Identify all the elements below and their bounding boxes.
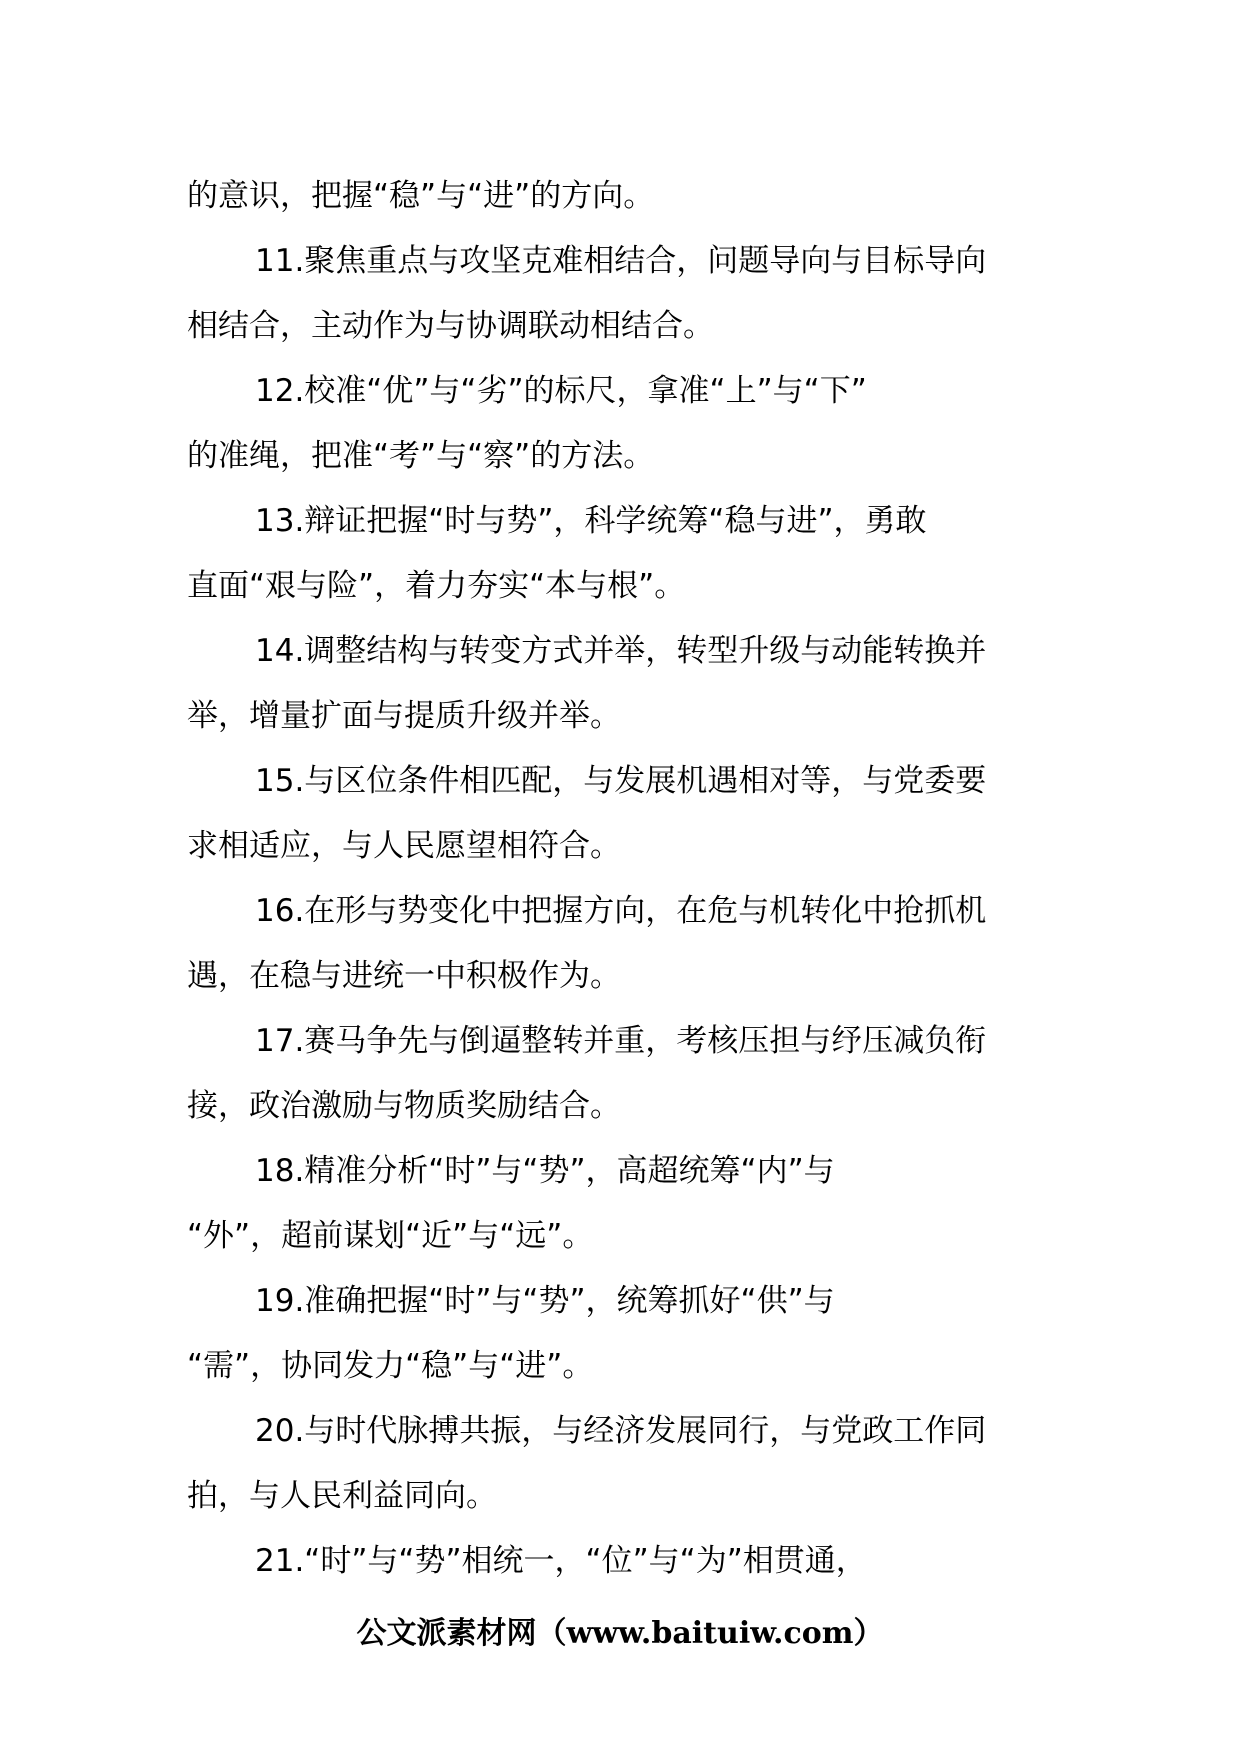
list-item-16-line-1: 16.在形与势变化中把握方向，在危与机转化中抢抓机 — [255, 893, 987, 929]
list-item-15-line-2: 求相适应，与人民愿望相符合。 — [187, 828, 621, 864]
list-item-16-line-2: 遇，在稳与进统一中积极作为。 — [187, 958, 621, 994]
list-item-11-line-1: 11.聚焦重点与攻坚克难相结合，问题导向与目标导向 — [255, 243, 987, 279]
list-item-19-line-2: “需”，协同发力“稳”与“进”。 — [187, 1348, 594, 1384]
list-item-13-line-1: 13.辩证把握“时与势”，科学统筹“稳与进”，勇敢 — [255, 503, 927, 539]
text-line-continuation: 的意识，把握“稳”与“进”的方向。 — [187, 178, 655, 214]
list-item-17-line-2: 接，政治激励与物质奖励结合。 — [187, 1088, 621, 1124]
list-item-15-line-1: 15.与区位条件相匹配，与发展机遇相对等，与党委要 — [255, 763, 987, 799]
list-item-12-line-2: 的准绳，把准“考”与“察”的方法。 — [187, 438, 655, 474]
list-item-17-line-1: 17.赛马争先与倒逼整转并重，考核压担与纾压减负衔 — [255, 1023, 987, 1059]
list-item-18-line-2: “外”，超前谋划“近”与“远”。 — [187, 1218, 594, 1254]
body-text — [187, 164, 1053, 1594]
list-item-19-line-1: 19.准确把握“时”与“势”，统筹抓好“供”与 — [255, 1283, 835, 1319]
list-item-14-line-2: 举，增量扩面与提质升级并举。 — [187, 698, 621, 734]
list-item-14-line-1: 14.调整结构与转变方式并举，转型升级与动能转换并 — [255, 633, 987, 669]
list-item-12-line-1: 12.校准“优”与“劣”的标尺，拿准“上”与“下” — [255, 373, 867, 409]
list-item-20-line-2: 拍，与人民利益同向。 — [187, 1478, 497, 1514]
list-item-20-line-1: 20.与时代脉搏共振，与经济发展同行，与党政工作同 — [255, 1413, 987, 1449]
footer-watermark: 公文派素材网（www.baituiw.com） — [356, 1616, 884, 1651]
list-item-11-line-2: 相结合，主动作为与协调联动相结合。 — [187, 308, 714, 344]
list-item-21-line-1: 21.“时”与“势”相统一，“位”与“为”相贯通， — [255, 1543, 867, 1579]
list-item-18-line-1: 18.精准分析“时”与“势”，高超统筹“内”与 — [255, 1153, 835, 1189]
list-item-13-line-2: 直面“艰与险”，着力夯实“本与根”。 — [187, 568, 686, 604]
